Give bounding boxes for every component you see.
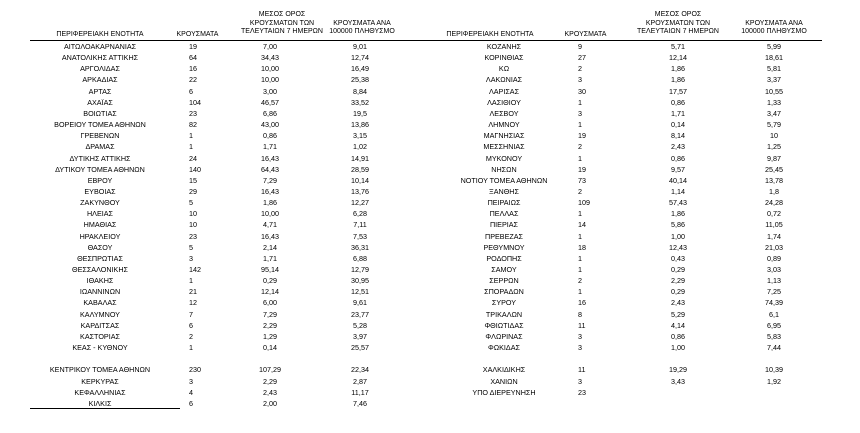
region-name: ΡΕΘΥΜΝΟΥ — [483, 242, 525, 252]
avg7-value: 43,00 — [261, 120, 279, 130]
avg7-value: 6,86 — [263, 108, 277, 118]
per100k-value: 5,99 — [767, 42, 781, 51]
per100k-value: 3,37 — [767, 75, 781, 85]
table-row — [0, 332, 860, 341]
avg7-value: 3,00 — [263, 86, 277, 96]
per100k-value: 8,84 — [353, 86, 367, 96]
avg7-value: 1,00 — [671, 343, 685, 353]
avg7-value: 95,14 — [261, 265, 279, 274]
region-name: ΓΡΕΒΕΝΩΝ — [80, 131, 120, 141]
header-per100k-right: ΚΡΟΥΣΜΑΤΑ ΑΝΑ 100000 ΠΛΗΘΥΣΜΟ — [741, 19, 807, 35]
avg7-value: 6,00 — [263, 298, 277, 308]
cases-value: 1 — [578, 120, 582, 130]
region-name: ΝΟΤΙΟΥ ΤΟΜΕΑ ΑΘΗΝΩΝ — [460, 175, 548, 185]
per100k-value: 1,33 — [767, 97, 781, 107]
avg7-value: 10,00 — [261, 64, 279, 74]
per100k-value: 1,02 — [353, 142, 367, 152]
cases-value: 19 — [578, 164, 586, 174]
header-avg7-left: ΜΕΣΟΣ ΟΡΟΣ ΚΡΟΥΣΜΑΤΩΝ ΤΩΝ ΤΕΛΕΥΤΑΙΩΝ 7 ΗΜΕΡΩΝ — [241, 11, 323, 35]
region-name: ΚΑΡΔΙΤΣΑΣ — [80, 320, 120, 330]
cases-value: 2 — [578, 276, 582, 286]
region-name: ΑΝΑΤΟΛΙΚΗΣ ΑΤΤΙΚΗΣ — [61, 53, 139, 63]
avg7-value: 5,71 — [671, 42, 685, 51]
table-row — [0, 165, 860, 174]
cases-value: 24 — [189, 153, 197, 163]
per100k-value: 12,27 — [351, 198, 369, 208]
table-row — [0, 131, 860, 140]
region-name: ΗΜΑΘΙΑΣ — [83, 220, 117, 230]
avg7-value: 8,14 — [671, 131, 685, 141]
avg7-value: 7,29 — [263, 175, 277, 185]
left-table-bottom-line — [30, 408, 180, 409]
avg7-value: 34,43 — [261, 53, 279, 63]
table-row — [0, 109, 860, 118]
avg7-value: 1,86 — [263, 198, 277, 208]
table-row — [0, 176, 860, 185]
table-row — [0, 98, 860, 107]
cases-value: 140 — [189, 164, 201, 174]
per100k-value: 25,38 — [351, 75, 369, 85]
per100k-value: 1,13 — [767, 276, 781, 286]
per100k-value: 24,28 — [765, 198, 783, 208]
table-row — [0, 243, 860, 252]
per100k-value: 3,97 — [353, 331, 367, 341]
region-name: ΠΡΕΒΕΖΑΣ — [485, 231, 523, 241]
region-name: ΒΟΙΩΤΙΑΣ — [83, 108, 117, 118]
avg7-value: 1,86 — [671, 209, 685, 219]
avg7-value: 0,14 — [263, 343, 277, 353]
avg7-value: 2,43 — [671, 142, 685, 152]
avg7-value: 9,57 — [671, 164, 685, 174]
per100k-value: 0,89 — [767, 253, 781, 263]
region-name: ΑΧΑΪΑΣ — [87, 97, 113, 107]
avg7-value: 2,29 — [671, 276, 685, 286]
per100k-value: 36,31 — [351, 242, 369, 252]
region-name: ΣΕΡΡΩΝ — [489, 276, 519, 286]
avg7-value: 19,29 — [669, 365, 687, 375]
per100k-value: 11,05 — [765, 220, 783, 230]
region-name: ΠΕΛΛΑΣ — [489, 209, 519, 219]
cases-value: 1 — [578, 253, 582, 263]
cases-value: 64 — [189, 53, 197, 63]
region-name: ΗΛΕΙΑΣ — [86, 209, 114, 219]
per100k-value: 1,92 — [767, 376, 781, 386]
avg7-value: 1,14 — [671, 186, 685, 196]
table-row — [0, 377, 860, 386]
per100k-value: 1,74 — [767, 231, 781, 241]
avg7-value: 12,14 — [669, 53, 687, 63]
per100k-value: 9,01 — [353, 42, 367, 51]
avg7-value: 2,14 — [263, 242, 277, 252]
avg7-value: 0,86 — [671, 97, 685, 107]
avg7-value: 17,57 — [669, 86, 687, 96]
region-name: ΘΑΣΟΥ — [87, 242, 113, 252]
per100k-value: 25,45 — [765, 164, 783, 174]
cases-value: 23 — [189, 108, 197, 118]
per100k-value: 6,1 — [769, 309, 779, 319]
header-region-left: ΠΕΡΙΦΕΡΕΙΑΚΗ ΕΝΟΤΗΤΑ — [56, 31, 144, 38]
cases-value: 10 — [189, 209, 197, 219]
cases-value: 1 — [189, 131, 193, 141]
cases-value: 15 — [189, 175, 197, 185]
cases-value: 11 — [578, 365, 586, 375]
region-name: ΔΥΤΙΚΗΣ ΑΤΤΙΚΗΣ — [69, 153, 131, 163]
cases-value: 10 — [189, 220, 197, 230]
table-row — [0, 209, 860, 218]
cases-value: 1 — [578, 153, 582, 163]
table-row — [0, 365, 860, 374]
region-name: ΜΕΣΣΗΝΙΑΣ — [483, 142, 525, 152]
table-row — [0, 265, 860, 274]
per100k-value: 13,78 — [765, 175, 783, 185]
table-row — [0, 310, 860, 319]
avg7-value: 3,43 — [671, 376, 685, 386]
region-name: ΠΙΕΡΙΑΣ — [489, 220, 518, 230]
region-name: ΛΗΜΝΟΥ — [488, 120, 520, 130]
avg7-value: 0,86 — [671, 153, 685, 163]
region-name: ΛΕΣΒΟΥ — [489, 108, 519, 118]
header-divider — [30, 40, 822, 41]
per100k-value: 1,8 — [769, 186, 779, 196]
per100k-value: 10,39 — [765, 365, 783, 375]
cases-value: 16 — [578, 298, 586, 308]
region-name: ΣΠΟΡΑΔΩΝ — [484, 287, 524, 297]
cases-value: 19 — [578, 131, 586, 141]
per100k-value: 74,39 — [765, 298, 783, 308]
region-name: ΚΟΡΙΝΘΙΑΣ — [484, 53, 524, 63]
region-name: ΡΟΔΟΠΗΣ — [486, 253, 522, 263]
avg7-value: 0,86 — [263, 131, 277, 141]
avg7-value: 1,00 — [671, 231, 685, 241]
avg7-value: 1,86 — [671, 75, 685, 85]
avg7-value: 40,14 — [669, 175, 687, 185]
region-name: ΠΕΙΡΑΙΩΣ — [487, 198, 521, 208]
table-row — [0, 75, 860, 84]
per100k-value: 7,44 — [767, 343, 781, 353]
region-name: ΚΟΖΑΝΗΣ — [486, 42, 522, 51]
avg7-value: 12,43 — [669, 242, 687, 252]
per100k-value: 6,95 — [767, 320, 781, 330]
per100k-value: 16,49 — [351, 64, 369, 74]
region-name: ΛΑΚΩΝΙΑΣ — [485, 75, 523, 85]
table-row — [0, 187, 860, 196]
per100k-value: 11,17 — [351, 387, 369, 397]
region-name: ΦΩΚΙΔΑΣ — [488, 343, 520, 353]
per100k-value: 5,28 — [353, 320, 367, 330]
cases-value: 7 — [189, 309, 193, 319]
avg7-value: 10,00 — [261, 75, 279, 85]
cases-value: 1 — [578, 265, 582, 274]
table-row — [0, 321, 860, 330]
region-name: ΙΘΑΚΗΣ — [86, 276, 114, 286]
region-name: ΗΡΑΚΛΕΙΟΥ — [79, 231, 121, 241]
cases-value: 5 — [189, 242, 193, 252]
region-name: ΑΡΚΑΔΙΑΣ — [82, 75, 118, 85]
avg7-value: 2,43 — [263, 387, 277, 397]
cases-value: 3 — [578, 343, 582, 353]
region-name: ΚΕΝΤΡΙΚΟΥ ΤΟΜΕΑ ΑΘΗΝΩΝ — [49, 365, 151, 375]
cases-value: 1 — [189, 276, 193, 286]
per100k-value: 30,95 — [351, 276, 369, 286]
cases-value: 82 — [189, 120, 197, 130]
region-name: ΥΠΟ ΔΙΕΡΕΥΝΗΣΗ — [472, 387, 536, 397]
header-per100k-left: ΚΡΟΥΣΜΑΤΑ ΑΝΑ 100000 ΠΛΗΘΥΣΜΟ — [329, 19, 395, 35]
avg7-value: 2,29 — [263, 376, 277, 386]
cases-value: 6 — [189, 320, 193, 330]
cases-value: 2 — [578, 64, 582, 74]
table-row — [0, 87, 860, 96]
cases-value: 11 — [578, 320, 586, 330]
region-name: ΚΕΡΚΥΡΑΣ — [81, 376, 119, 386]
avg7-value: 2,43 — [671, 298, 685, 308]
cases-value: 18 — [578, 242, 586, 252]
region-name: ΚΑΒΑΛΑΣ — [83, 298, 117, 308]
avg7-value: 5,86 — [671, 220, 685, 230]
per100k-value: 7,25 — [767, 287, 781, 297]
region-name: ΘΕΣΠΡΩΤΙΑΣ — [77, 253, 123, 263]
header-region-right: ΠΕΡΙΦΕΡΕΙΑΚΗ ΕΝΟΤΗΤΑ — [446, 31, 534, 38]
per100k-value: 5,81 — [767, 64, 781, 74]
per100k-value: 9,61 — [353, 298, 367, 308]
cases-value: 4 — [189, 387, 193, 397]
table-row — [0, 154, 860, 163]
region-name: ΚΑΣΤΟΡΙΑΣ — [80, 331, 120, 341]
cases-value: 104 — [189, 97, 201, 107]
cases-value: 3 — [578, 108, 582, 118]
region-name: ΙΩΑΝΝΙΝΩΝ — [79, 287, 121, 297]
per100k-value: 7,53 — [353, 231, 367, 241]
per100k-value: 12,79 — [351, 265, 369, 274]
cases-value: 1 — [189, 343, 193, 353]
cases-value: 30 — [578, 86, 586, 96]
per100k-value: 5,83 — [767, 331, 781, 341]
per100k-value: 10,14 — [351, 175, 369, 185]
cases-value: 9 — [578, 42, 582, 51]
region-name: ΚΑΛΥΜΝΟΥ — [80, 309, 120, 319]
cases-value: 2 — [578, 142, 582, 152]
region-name: ΔΡΑΜΑΣ — [85, 142, 115, 152]
avg7-value: 2,29 — [263, 320, 277, 330]
cases-value: 6 — [189, 86, 193, 96]
region-name: ΣΑΜΟΥ — [491, 265, 517, 274]
cases-value: 22 — [189, 75, 197, 85]
avg7-value: 1,71 — [263, 253, 277, 263]
cases-value: 21 — [189, 287, 197, 297]
region-name: ΚΩ — [498, 64, 510, 74]
per100k-value: 13,86 — [351, 120, 369, 130]
cases-value: 1 — [578, 97, 582, 107]
avg7-value: 0,14 — [671, 120, 685, 130]
avg7-value: 1,71 — [263, 142, 277, 152]
avg7-value: 5,29 — [671, 309, 685, 319]
avg7-value: 16,43 — [261, 231, 279, 241]
cases-value: 1 — [578, 231, 582, 241]
cases-value: 3 — [578, 376, 582, 386]
per100k-value: 21,03 — [765, 242, 783, 252]
per100k-value: 10,55 — [765, 86, 783, 96]
avg7-value: 0,29 — [671, 265, 685, 274]
per100k-value: 6,28 — [353, 209, 367, 219]
region-name: ΑΙΤΩΛΟΑΚΑΡΝΑΝΙΑΣ — [63, 42, 137, 51]
per100k-value: 2,87 — [353, 376, 367, 386]
avg7-value: 46,57 — [261, 97, 279, 107]
table-row — [0, 120, 860, 129]
per100k-value: 0,72 — [767, 209, 781, 219]
avg7-value: 0,29 — [263, 276, 277, 286]
region-name: ΧΑΛΚΙΔΙΚΗΣ — [482, 365, 526, 375]
region-name: ΜΥΚΟΝΟΥ — [485, 153, 523, 163]
per100k-value: 18,61 — [765, 53, 783, 63]
table-row — [0, 232, 860, 241]
per100k-value: 7,11 — [353, 220, 367, 230]
per100k-value: 22,34 — [351, 365, 369, 375]
cases-value: 12 — [189, 298, 197, 308]
table-row — [0, 64, 860, 73]
region-name: ΕΒΡΟΥ — [87, 175, 113, 185]
region-name: ΜΑΓΝΗΣΙΑΣ — [483, 131, 525, 141]
cases-value: 1 — [578, 287, 582, 297]
avg7-value: 7,29 — [263, 309, 277, 319]
region-name: ΛΑΡΙΣΑΣ — [488, 86, 520, 96]
cases-value: 3 — [189, 376, 193, 386]
per100k-value: 25,57 — [351, 343, 369, 353]
table-row — [0, 354, 860, 363]
table-row — [0, 388, 860, 397]
per100k-value: 19,5 — [353, 108, 367, 118]
header-cases-right: ΚΡΟΥΣΜΑΤΑ — [564, 31, 607, 38]
region-name: ΘΕΣΣΑΛΟΝΙΚΗΣ — [72, 265, 128, 274]
cases-value: 1 — [189, 142, 193, 152]
region-name: ΦΘΙΩΤΙΔΑΣ — [484, 320, 524, 330]
cases-value: 6 — [189, 398, 193, 408]
cases-value: 1 — [578, 209, 582, 219]
cases-value: 142 — [189, 265, 201, 274]
per100k-value: 10 — [770, 131, 778, 141]
cases-value: 19 — [189, 42, 197, 51]
per100k-value: 14,91 — [351, 153, 369, 163]
avg7-value: 57,43 — [669, 198, 687, 208]
region-name: ΔΥΤΙΚΟΥ ΤΟΜΕΑ ΑΘΗΝΩΝ — [55, 164, 145, 174]
region-name: ΣΥΡΟΥ — [491, 298, 517, 308]
per100k-value: 5,79 — [767, 120, 781, 130]
region-name: ΞΑΝΘΗΣ — [489, 186, 519, 196]
per100k-value: 33,52 — [351, 97, 369, 107]
region-name: ΝΗΣΩΝ — [491, 164, 517, 174]
per100k-value: 6,88 — [353, 253, 367, 263]
region-name: ΖΑΚΥΝΘΟΥ — [80, 198, 120, 208]
cases-value: 23 — [578, 387, 586, 397]
region-name: ΒΟΡΕΙΟΥ ΤΟΜΕΑ ΑΘΗΝΩΝ — [54, 120, 146, 130]
per100k-value: 13,76 — [351, 186, 369, 196]
table-row — [0, 399, 860, 408]
table-row — [0, 298, 860, 307]
avg7-value: 0,86 — [671, 331, 685, 341]
cases-value: 29 — [189, 186, 197, 196]
per100k-value: 23,77 — [351, 309, 369, 319]
cases-value: 16 — [189, 64, 197, 74]
cases-value: 2 — [189, 331, 193, 341]
avg7-value: 0,29 — [671, 287, 685, 297]
region-name: ΕΥΒΟΙΑΣ — [84, 186, 116, 196]
table-row — [0, 220, 860, 229]
avg7-value: 4,71 — [263, 220, 277, 230]
region-name: ΑΡΓΟΛΙΔΑΣ — [80, 64, 120, 74]
avg7-value: 1,86 — [671, 64, 685, 74]
region-name: ΦΛΩΡΙΝΑΣ — [485, 331, 523, 341]
avg7-value: 10,00 — [261, 209, 279, 219]
table-row — [0, 53, 860, 62]
avg7-value: 107,29 — [259, 365, 281, 375]
cases-value: 73 — [578, 175, 586, 185]
cases-value: 8 — [578, 309, 582, 319]
cases-value: 3 — [578, 75, 582, 85]
cases-value: 230 — [189, 365, 201, 375]
per100k-value: 9,87 — [767, 153, 781, 163]
avg7-value: 0,43 — [671, 253, 685, 263]
table-row — [0, 276, 860, 285]
per100k-value: 3,15 — [353, 131, 367, 141]
avg7-value: 7,00 — [263, 42, 277, 51]
per100k-value: 3,47 — [767, 108, 781, 118]
avg7-value: 2,00 — [263, 398, 277, 408]
region-name: ΚΕΦΑΛΛΗΝΙΑΣ — [74, 387, 126, 397]
per100k-value: 28,59 — [351, 164, 369, 174]
table-row — [0, 142, 860, 151]
cases-value: 3 — [578, 331, 582, 341]
avg7-value: 1,29 — [263, 331, 277, 341]
region-name: ΤΡΙΚΑΛΩΝ — [485, 309, 523, 319]
per100k-value: 12,74 — [351, 53, 369, 63]
per100k-value: 12,51 — [351, 287, 369, 297]
cases-value: 2 — [578, 186, 582, 196]
avg7-value: 16,43 — [261, 186, 279, 196]
avg7-value: 1,71 — [671, 108, 685, 118]
header-cases-left: ΚΡΟΥΣΜΑΤΑ — [176, 31, 219, 38]
table-row — [0, 343, 860, 352]
region-name: ΑΡΤΑΣ — [88, 86, 112, 96]
avg7-value: 4,14 — [671, 320, 685, 330]
per100k-value: 1,25 — [767, 142, 781, 152]
cases-value: 109 — [578, 198, 590, 208]
region-name: ΛΑΣΙΘΙΟΥ — [487, 97, 521, 107]
region-name: ΚΕΑΣ - ΚΥΘΝΟΥ — [72, 343, 128, 353]
cases-value: 23 — [189, 231, 197, 241]
table-row — [0, 287, 860, 296]
avg7-value: 12,14 — [261, 287, 279, 297]
cases-value: 5 — [189, 198, 193, 208]
cases-value: 3 — [189, 253, 193, 263]
region-name: ΚΙΛΚΙΣ — [88, 398, 112, 408]
avg7-value: 64,43 — [261, 164, 279, 174]
avg7-value: 16,43 — [261, 153, 279, 163]
region-name: ΧΑΝΙΩΝ — [490, 376, 518, 386]
per100k-value: 7,46 — [353, 398, 367, 408]
table-row — [0, 254, 860, 263]
cases-value: 14 — [578, 220, 586, 230]
cases-value: 27 — [578, 53, 586, 63]
table-row — [0, 198, 860, 207]
table-row — [0, 42, 860, 51]
header-avg7-right: ΜΕΣΟΣ ΟΡΟΣ ΚΡΟΥΣΜΑΤΩΝ ΤΩΝ ΤΕΛΕΥΤΑΙΩΝ 7 ΗΜΕΡΩΝ — [637, 11, 719, 35]
per100k-value: 3,03 — [767, 265, 781, 274]
